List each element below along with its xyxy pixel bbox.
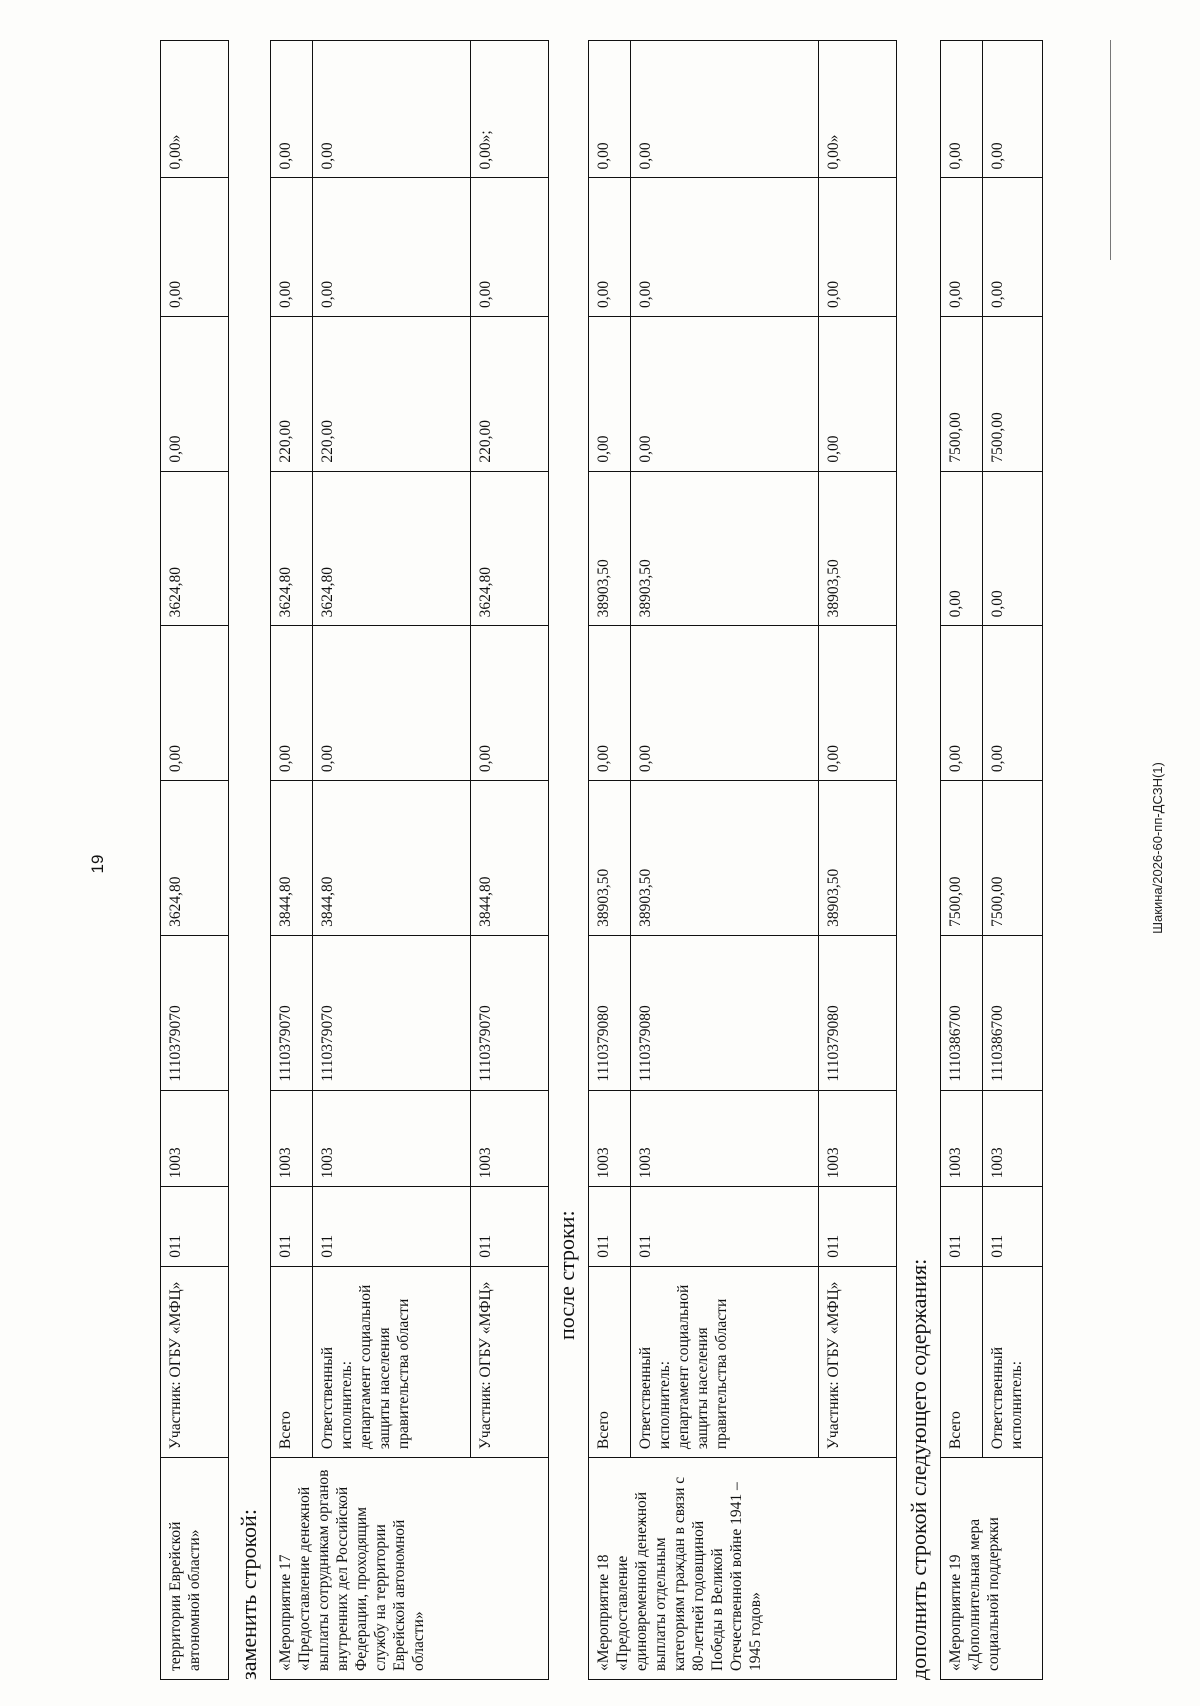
table-row (941, 41, 983, 1680)
table-cell: 0,00 (271, 41, 313, 179)
table-cell: 3844,80 (471, 781, 549, 936)
add-instruction: дополнить строкой следующего содержания: (906, 1258, 931, 1680)
footer-document-code: Шакина/2026-60-пп-ДСЗН(1) (1150, 762, 1165, 934)
table-cell: 1110379080 (589, 935, 631, 1090)
after-instruction: после строки: (554, 1210, 579, 1340)
table-cell: 1110379070 (313, 935, 471, 1090)
table-cell: 220,00 (271, 316, 313, 471)
table-cell: 0,00 (819, 316, 897, 471)
table-row (819, 41, 897, 1680)
table-cell: 0,00 (589, 316, 631, 471)
table-cell: 0,00 (471, 178, 549, 316)
table-row (983, 41, 1043, 1680)
table-cell: 1003 (313, 1090, 471, 1187)
table-cell: 38903,50 (819, 471, 897, 626)
table-cell: 011 (471, 1187, 549, 1266)
table-cell: 0,00»; (471, 41, 549, 179)
table-cell: 1003 (589, 1090, 631, 1187)
table-cell: 3624,80 (161, 471, 229, 626)
table-cell: 0,00 (161, 316, 229, 471)
table-cell: 0,00 (589, 626, 631, 781)
table-cell: Участник: ОГБУ «МФЦ» (471, 1266, 549, 1457)
table-cell: 0,00 (313, 178, 471, 316)
table-cell: 3624,80 (471, 471, 549, 626)
replace-instruction: заменить строкой: (236, 1509, 261, 1680)
table-cell: Всего (941, 1266, 983, 1457)
measure-19-block (940, 40, 1043, 1680)
table-row (313, 41, 471, 1680)
measure-18-table (588, 40, 897, 1680)
table-cell: 0,00 (631, 178, 819, 316)
rotated-table-content (160, 40, 1100, 1680)
measure-18-block (588, 40, 897, 1680)
table-cell: 220,00 (471, 316, 549, 471)
table-cell: 1003 (941, 1090, 983, 1187)
table-cell: 3624,80 (313, 471, 471, 626)
table-cell: 1003 (161, 1090, 229, 1187)
footer-line (1110, 40, 1111, 260)
table-cell: 0,00 (313, 41, 471, 179)
table-cell: 0,00 (941, 626, 983, 781)
table-cell: 3844,80 (313, 781, 471, 936)
table-cell: 0,00 (161, 626, 229, 781)
table-cell: 1003 (819, 1090, 897, 1187)
measure-17-table (270, 40, 549, 1680)
table-cell: 011 (271, 1187, 313, 1266)
table-cell: 0,00 (983, 178, 1043, 316)
table-cell: 0,00 (589, 41, 631, 179)
table-cell: 1110379080 (631, 935, 819, 1090)
table-cell: 7500,00 (983, 781, 1043, 936)
table-cell: 3624,80 (161, 781, 229, 936)
table-cell: территории Еврейской автономной области» (161, 1458, 229, 1680)
table-cell: 011 (161, 1187, 229, 1266)
table-cell: 38903,50 (819, 781, 897, 936)
table-cell: Ответственный исполнитель: (983, 1266, 1043, 1457)
table-cell: 1110386700 (941, 935, 983, 1090)
table-cell: 011 (819, 1187, 897, 1266)
table-row (589, 41, 631, 1680)
table-cell: 220,00 (313, 316, 471, 471)
table-row (631, 41, 819, 1680)
table-cell: Ответственный исполнитель: департамент социальной защиты населения правительства области (313, 1266, 471, 1457)
table-cell: 0,00 (271, 626, 313, 781)
table-cell: 38903,50 (631, 471, 819, 626)
table-cell: 011 (589, 1187, 631, 1266)
table-cell: 0,00» (161, 41, 229, 179)
table-cell: 1110379070 (271, 935, 313, 1090)
table-cell: 38903,50 (589, 781, 631, 936)
measure-name-cell: «Мероприятие 19 «Дополнительная мера социальной поддержки (941, 1458, 1043, 1680)
measure-name-cell: «Мероприятие 17 «Предоставление денежной выплаты сотрудникам органов внутренних дел Российской Федерации, проходящим службу на территории Еврейской автономной области» (271, 1458, 549, 1680)
table-cell: Всего (271, 1266, 313, 1457)
measure-19-table (940, 40, 1043, 1680)
table-cell: 0,00 (631, 626, 819, 781)
table-cell: 7500,00 (941, 781, 983, 936)
table-cell: 38903,50 (589, 471, 631, 626)
table-cell: 0,00 (631, 41, 819, 179)
top-continuation-block (160, 40, 229, 1680)
table-cell: 1110379070 (161, 935, 229, 1090)
table-cell: Ответственный исполнитель: департамент социальной защиты населения правительства области (631, 1266, 819, 1457)
table-cell: 011 (631, 1187, 819, 1266)
table-cell: 1110386700 (983, 935, 1043, 1090)
table-cell: 0,00 (941, 471, 983, 626)
measure-17-block (270, 40, 549, 1680)
table-cell: 0,00» (819, 41, 897, 179)
table-cell: 0,00 (819, 178, 897, 316)
table-cell: 1003 (983, 1090, 1043, 1187)
page-number: 19 (88, 854, 107, 874)
table-cell: 1003 (471, 1090, 549, 1187)
table-cell: 0,00 (589, 178, 631, 316)
table-cell: 1003 (271, 1090, 313, 1187)
table-row (471, 41, 549, 1680)
table-cell: 0,00 (631, 316, 819, 471)
measure-name-cell: «Мероприятие 18 «Предоставление единовременной денежной выплаты отдельным категориям граждан в связи с 80-летней годовщиной Победы в Великой Отечественной войне 1941 – 1945 годов» (589, 1458, 897, 1680)
table-row (161, 41, 229, 1680)
table-cell: 3624,80 (271, 471, 313, 626)
table-cell: 0,00 (983, 626, 1043, 781)
table-cell: 011 (941, 1187, 983, 1266)
table-cell: 0,00 (313, 626, 471, 781)
table-cell: 1003 (631, 1090, 819, 1187)
table-cell: 0,00 (161, 178, 229, 316)
table-cell: 011 (983, 1187, 1043, 1266)
table-cell: 38903,50 (631, 781, 819, 936)
table-cell: 7500,00 (941, 316, 983, 471)
table-cell: 0,00 (941, 41, 983, 179)
table-cell: 011 (313, 1187, 471, 1266)
table-cell: Участник: ОГБУ «МФЦ» (819, 1266, 897, 1457)
table-cell: Всего (589, 1266, 631, 1457)
table-cell: 0,00 (983, 41, 1043, 179)
table-cell: Участник: ОГБУ «МФЦ» (161, 1266, 229, 1457)
table-cell: 0,00 (271, 178, 313, 316)
table-cell: 0,00 (819, 626, 897, 781)
table-row (271, 41, 313, 1680)
table-cell: 0,00 (983, 471, 1043, 626)
table-cell: 7500,00 (983, 316, 1043, 471)
table-cell: 1110379080 (819, 935, 897, 1090)
table-cell: 3844,80 (271, 781, 313, 936)
table-cell: 1110379070 (471, 935, 549, 1090)
top-continuation-table (160, 40, 229, 1680)
table-cell: 0,00 (941, 178, 983, 316)
table-cell: 0,00 (471, 626, 549, 781)
